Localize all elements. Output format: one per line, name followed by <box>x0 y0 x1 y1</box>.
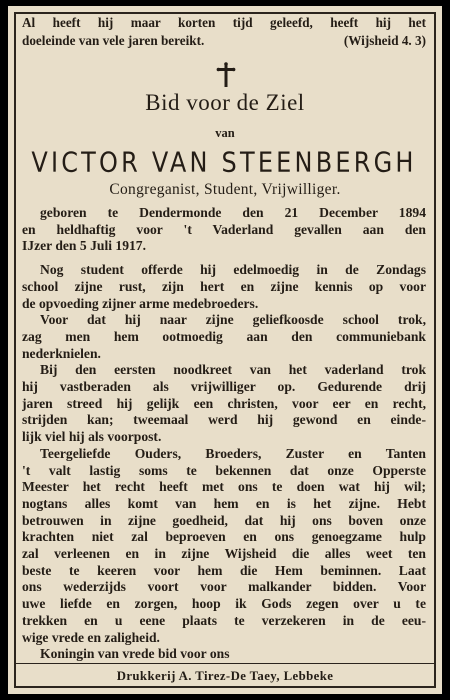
paragraph-line: beste te keeren voor hem die Hem beminnen. Laat <box>22 562 426 578</box>
birth-line: en heldhaftig voor 't Vaderland gevallen aan den <box>22 221 426 237</box>
paragraph-line: Nog student offerde hij edelmoedig in de Zondags <box>40 262 426 278</box>
paragraph-line: hij vastberaden als vrijwilliger op. Gedurende drij <box>22 379 426 395</box>
quote-line-1: Al heeft hij maar korten tijd geleefd, heeft hij het <box>22 15 426 30</box>
paragraph-line: de opvoeding zijner arme medebroeders. <box>22 295 259 311</box>
paragraph-line: trekken en u eene plaats te verzekeren in de eeu- <box>22 612 426 628</box>
paragraph-line: jaren streed hij gelijk een christen, voor eer en recht, <box>22 395 426 411</box>
deceased-name: VICTOR VAN STEENBERGH <box>31 146 417 179</box>
paragraph-line: 't valt lastig soms te bekennen dat onze Opperste <box>22 462 426 478</box>
paragraph-line: Meester het recht heeft met ons te doen wat hij wil; <box>22 479 426 495</box>
paragraph-line: wige vrede en zaligheid. <box>22 629 160 645</box>
birth-line: geboren te Dendermonde den 21 December 1894 <box>40 205 426 220</box>
bible-quote <box>22 14 426 50</box>
paragraph-line: krachten niet zal beproeven en ons genoegzame hulp <box>22 529 426 545</box>
paragraph-line: betrouwen in zijne goedheid, dat hij ons boven onze <box>22 512 426 528</box>
quote-line-2: doeleinde van vele jaren bereikt. <box>22 33 205 48</box>
paragraph-line: school zijne rust, zijn hert en zijne kennis op voor <box>22 278 426 294</box>
paragraph-line: zag men hem ootmoedig aan den communiebank <box>22 328 426 344</box>
paragraph-line: zal verleenen en in zijne Wijsheid die alles weet ten <box>22 546 426 562</box>
paragraph-line: ons wederzijds voort voor malkander bidden. Voor <box>22 579 426 595</box>
paragraph-line: Teergeliefde Ouders, Broeders, Zuster en Tanten <box>40 445 426 461</box>
paragraph-line: Voor dat hij naar zijne geliefkoosde school trok, <box>40 312 426 328</box>
paragraph-line: nogtans alles komt van hem en is het zijne. Hebt <box>22 495 426 511</box>
paragraph-line: uwe liefde en zorgen, hoop ik Gods zegen over u te <box>22 596 426 612</box>
bottom-divider <box>16 663 434 664</box>
quote-reference: (Wijsheid 4. 3) <box>343 33 426 48</box>
card-body <box>22 205 426 663</box>
birth-line: IJzer den 5 Juli 1917. <box>22 238 146 254</box>
heading-van: van <box>215 126 235 140</box>
cross-icon <box>216 62 236 88</box>
prayer-heading: Bid voor de Ziel <box>145 90 305 115</box>
closing-invocation: Koningin van vrede bid voor ons <box>40 646 230 662</box>
deceased-titles: Congreganist, Student, Vrijwilliger. <box>109 181 341 198</box>
paragraph-line: strijden kan; tweemaal werd hij gewond en einde- <box>22 412 426 428</box>
printer-imprint: Drukkerij A. Tirez-De Taey, Lebbeke <box>116 669 334 683</box>
memorial-card <box>8 6 442 694</box>
paragraph-line: Bij den eersten noodkreet van het vaderland trok <box>40 362 426 378</box>
paragraph-line: nederknielen. <box>22 345 101 361</box>
paragraph-line: lijk viel hij als voorpost. <box>22 429 162 445</box>
